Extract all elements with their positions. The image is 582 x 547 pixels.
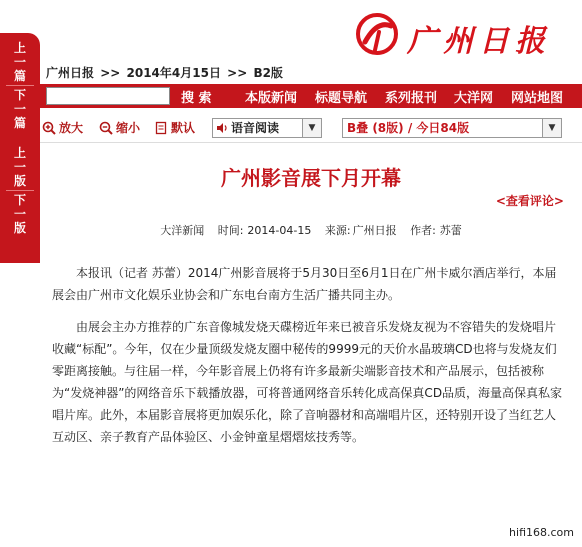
view-comments-link[interactable]: <查看评论>	[495, 194, 564, 208]
meta-time-value: 2014-04-15	[247, 224, 312, 237]
default-size-label: 默认	[171, 121, 196, 135]
side-navigation	[0, 33, 40, 263]
logo-mark-icon	[355, 12, 399, 56]
prev-edition-link[interactable]	[0, 146, 40, 188]
zoom-out-label: 缩小	[116, 121, 141, 135]
meta-author-value: 苏蕾	[439, 224, 462, 237]
voice-read-value: 语音阅读	[231, 121, 280, 135]
nav-dayoo[interactable]: 大洋网	[454, 91, 494, 106]
next-article-link[interactable]	[0, 88, 40, 130]
default-size-button[interactable]	[154, 119, 195, 136]
meta-author	[410, 224, 462, 237]
chevron-down-icon: ▼	[302, 119, 321, 137]
breadcrumb-separator: >>	[100, 66, 121, 80]
meta-time-label: 时间:	[217, 224, 244, 237]
chevron-down-icon: ▼	[542, 119, 561, 137]
search-input[interactable]	[46, 87, 170, 105]
prev-edition-char-2: 一	[13, 160, 26, 174]
next-article-char-3: 篇	[13, 116, 26, 130]
meta-time	[218, 224, 312, 237]
speaker-icon	[216, 122, 229, 134]
nav-series-papers[interactable]: 系列报刊	[385, 91, 438, 106]
edition-select[interactable]	[342, 118, 562, 138]
article-paragraph: 由展会主办方推荐的广东音像城发烧天碟榜近年来已被音乐发烧友视为不容错失的发烧唱片收藏“标配”。今年，仅在少量顶级发烧友圈中秘传的9999元的天价水晶玻璃CD也将与发烧友们零距离接触。与往届一样，今年影音展上仍将有许多最新尖端影音技术和产品展示，包括被称为“发烧神器”的网络音乐下载播放器，可将普通网络音乐转化成高保真CD品质，海量高保真私家唱片库。此外，本届影音展将更加娱乐化，除了音响器材和高端唱片区，还特别开设了当红艺人互动区、亲子教育产品体验区、小金钟童星熠熠炫技秀等。	[52, 320, 563, 444]
meta-from-value: 广州日报	[352, 224, 397, 237]
next-edition-char-1: 下	[13, 193, 26, 207]
breadcrumb-paper[interactable]: 广州日报	[46, 66, 95, 80]
document-icon	[154, 121, 168, 135]
meta-source: 大洋新闻	[160, 224, 205, 237]
article-title: 广州影音展下月开幕	[221, 166, 401, 190]
nav-edition-news[interactable]: 本版新闻	[245, 91, 298, 106]
zoom-in-button[interactable]	[42, 119, 83, 136]
prev-article-char-2: 一	[13, 55, 26, 69]
article-toolbar	[40, 112, 582, 143]
meta-author-label: 作者:	[410, 224, 436, 237]
voice-read-select[interactable]	[212, 118, 322, 138]
next-edition-char-2: 一	[13, 207, 26, 221]
next-edition-link[interactable]	[0, 193, 40, 235]
divider	[6, 190, 34, 191]
search-button[interactable]: 搜 索	[181, 91, 212, 106]
breadcrumb-date[interactable]: 2014年4月15日	[126, 66, 221, 80]
next-edition-char-3: 版	[13, 221, 26, 235]
breadcrumb	[46, 64, 285, 81]
main-navbar	[40, 84, 582, 108]
nav-title-guide[interactable]: 标题导航	[315, 91, 368, 106]
meta-from	[325, 224, 397, 237]
zoom-out-button[interactable]	[99, 119, 140, 136]
article-body	[52, 262, 567, 458]
breadcrumb-separator: >>	[227, 66, 248, 80]
prev-article-link[interactable]	[0, 41, 40, 83]
prev-article-char-3: 篇	[13, 69, 26, 83]
watermark: hifi168.com	[509, 526, 574, 539]
prev-article-char-1: 上	[13, 41, 26, 55]
magnifier-plus-icon	[42, 121, 56, 135]
newspaper-logo	[355, 10, 575, 60]
prev-edition-char-1: 上	[13, 146, 26, 160]
magnifier-minus-icon	[99, 121, 113, 135]
article-paragraph: 本报讯（记者 苏蕾）2014广州影音展将于5月30日至6月1日在广州卡威尔酒店举行，本届展会由广州市文化娱乐业协会和广东电台南方生活广播共同主办。	[52, 266, 557, 302]
article-meta	[40, 222, 582, 238]
divider	[6, 85, 34, 86]
next-article-char-2: 一	[13, 102, 26, 116]
breadcrumb-edition[interactable]: B2版	[253, 66, 283, 80]
next-article-char-1: 下	[13, 88, 26, 102]
nav-sitemap[interactable]: 网站地图	[511, 91, 564, 106]
zoom-in-label: 放大	[59, 121, 84, 135]
meta-from-label: 来源:	[324, 224, 351, 237]
prev-edition-char-3: 版	[13, 174, 26, 188]
logo-name: 广州日报	[407, 24, 551, 59]
edition-select-value: B叠 (8版) / 今日84版	[347, 121, 470, 135]
